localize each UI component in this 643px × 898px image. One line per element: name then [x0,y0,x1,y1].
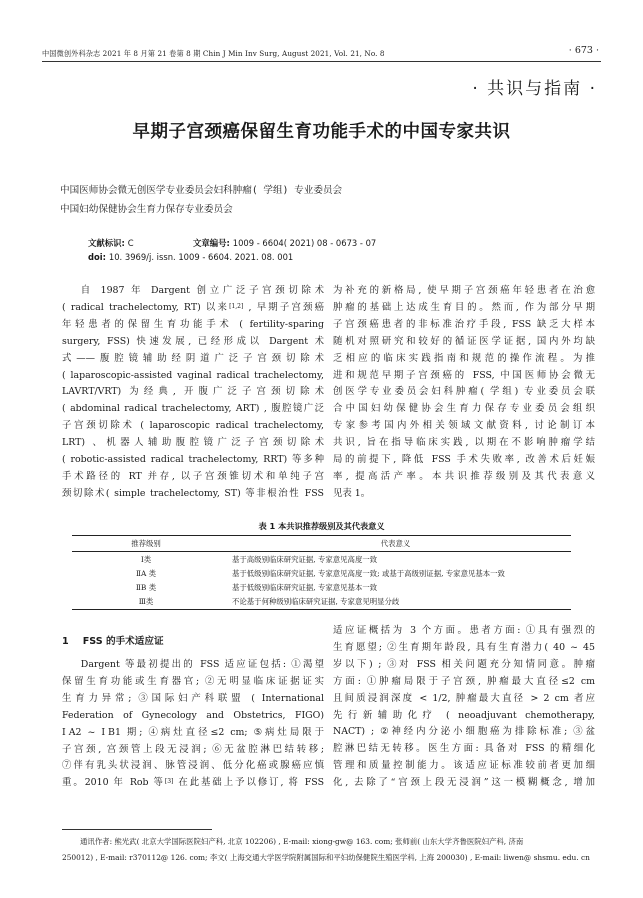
text-line: LRT) 、机器人辅助腹腔镜广泛子宫颈切除术 [62,437,324,449]
section-heading [62,633,164,647]
table-row [72,595,571,610]
text-line: LAVRT/VRT) 为经典, 开腹广泛子宫颈切除术 [62,386,324,398]
table-row [72,580,571,594]
recommendation-table [72,535,571,610]
text-line: 重。2010 年 Rob 等[3] 在此基础上予以修订, 将 FSS [62,777,324,789]
text-line: 式——腹腔镜辅助经阴道广泛子宫颈切除术 [62,352,324,364]
section-label: · 共识与指南 · [472,79,597,99]
text-line: 子宫颈癌患者的非标准治疗手段, FSS 缺乏大样本 [333,318,595,330]
text-line: 为补充的新格局, 使早期子宫颈癌年轻患者在治愈 [333,285,595,296]
table-caption: 表 1 本共识推荐级别及其代表意义 [258,521,385,531]
doi: doi: 10. 3969/j. issn. 1009 - 6604. 2021. 08. 001 [88,252,294,262]
affiliation-1: 中国医师协会微无创医学专业委员会妇科肿瘤( 学组) 专业委员会 [60,185,343,196]
doc-code: 文献标识: C [88,238,134,248]
text-line: 共识, 旨在指导临床实践, 以期在不影响肿瘤学结 [333,437,595,449]
text-line: 手术路径的 RT 并存, 以子宫颈锥切术和单纯子宫 [62,470,324,482]
text-line: surgery, FSS) 快速发展, 已经形成以 Dargent 术 [62,335,324,347]
text-line: 创医学专业委员会妇科肿瘤( 学组) 专业委员会联 [333,386,595,398]
footnote-line: 250012) , E-mail: r370112@ 126. com; 李文( 上海交通大学医学院附属国际和平妇幼保健院生殖医学科, 上海 200030) , E-mail: liwen@ shsmu. edu. cn [62,853,590,862]
text-line: ( abdominal radical trachelectomy, ART) , 腹腔镜广泛 [62,403,324,415]
text-line: 生育力异常; ③国际妇产科联盟 ( International [62,692,324,704]
text-line: 随机对照研究和较好的循证医学证据, 国内外均缺 [333,335,595,347]
page-number: · 673 · [568,45,599,56]
table-cell: Ⅲ类 [72,595,220,610]
text-line: 且间质浸润深度 < 1/2, 肿瘤最大直径 > 2 cm 者应 [333,692,595,704]
text-line: 乏相应的临床实践指南和规范的操作流程。为推 [333,352,595,364]
table-cell: 基于低级别临床研究证据, 专家意见高度一致; 或基于高级别证据, 专家意见基本一致 [232,568,505,578]
table-header-cell: 推荐级别 [72,536,220,552]
section1-left-column [62,657,324,792]
table-header-cell: 代表意义 [220,536,571,552]
table-row [72,552,571,567]
text-line: ⑦伴有乳头状浸润、脉管浸润、低分化癌或腺癌应慎 [62,760,324,772]
table-cell: Ⅰ类 [140,554,152,564]
text-line: Dargent 等最初提出的 FSS 适应证包括: ①渴望 [80,659,324,670]
section-number: 1 [62,636,69,647]
text-line: 先行新辅助化疗 ( neoadjuvant chemotherapy, [333,709,595,721]
text-line: 腔淋巴结无转移。医生方面: 具备对 FSS 的精细化 [333,743,595,755]
text-line: 方面: ①肿瘤局限于子宫颈, 肿瘤最大直径≤2 cm [333,675,595,687]
article-number: 文章编号: 1009 - 6604( 2021) 08 - 0673 - 07 [193,238,377,248]
section-title: FSS 的手术适应证 [82,636,164,647]
text-line: 见表 1。 [333,487,371,499]
text-line: 进和规范早期子宫颈癌的 FSS, 中国医师协会微无 [333,369,595,381]
text-line: 合中国妇幼保健协会生育力保存专业委员会组织 [333,403,595,415]
text-line: 子宫颈, 宫颈管上段无浸润; ⑥无盆腔淋巴结转移; [62,743,324,755]
table-row [72,566,571,580]
text-line: 岁以下) ; ③对 FSS 相关问题充分知情同意。肿瘤 [333,658,595,670]
text-line: 颈切除术( simple trachelectomy, ST) 等非根治性 FSS [62,487,324,499]
text-line: 专家参考国内外相关领域文献资料, 讨论制订本 [333,420,595,432]
text-line: ( laparoscopic-assisted vaginal radical trachelectomy, [62,369,324,381]
text-line: 年轻患者的保留生育功能手术 ( fertility-sparing [62,318,324,330]
text-line: ( robotic-assisted radical trachelectomy, RRT) 等多种 [62,454,324,466]
affiliation-2: 中国妇幼保健协会生育力保存专业委员会 [60,204,233,215]
intro-left-column [62,283,324,503]
text-line: 管理和质量控制能力。该适应证标准较前者更加细 [333,760,595,772]
footnote-rule [62,829,212,830]
table-cell: ⅡA 类 [135,568,157,578]
table-header-row [72,536,571,552]
text-line: 自 1987 年 Dargent 创立广泛子宫颈切除术 [80,285,324,296]
text-line: 率, 提高活产率。本共识推荐级别及其代表意义 [333,470,595,482]
text-line: 子宫颈切除术 ( laparoscopic radical trachelectomy, [62,420,324,432]
table-cell: 基于低级别临床研究证据, 专家意见基本一致 [232,582,378,592]
table-cell: 基于高级别临床研究证据, 专家意见高度一致 [232,554,378,564]
text-line: 保留生育功能或生育器官; ②无明显临床证据证实 [62,675,324,687]
intro-right-column [333,283,595,503]
text-line: 化, 去除了“宫颈上段无浸润”这一模糊概念, 增加 [333,777,595,789]
table-cell: ⅡB 类 [135,582,157,592]
paper-title: 早期子宫颈癌保留生育功能手术的中国专家共识 [132,122,511,142]
section1-right-column [333,623,595,792]
table-cell: 不论基于何种级别临床研究证据, 专家意见明显分歧 [220,595,571,610]
header-rule [42,61,601,62]
text-line: Federation of Gynecology and Obstetrics, FIGO) [62,709,324,721]
text-line: 生育愿望; ②生育期年龄段, 具有生育潜力( 40 ~ 45 [333,641,595,653]
text-line: NACT) ; ②神经内分泌小细胞癌为排除标准; ③盆 [333,726,595,738]
running-header: 中国微创外科杂志 2021 年 8 月第 21 卷第 8 期 Chin J Min Inv Surg, August 2021, Vol. 21, No. 8 [42,49,385,58]
text-line: 肿瘤的基础上达成生育目的。然而, 作为部分早期 [333,301,595,313]
footnote-line: 通讯作者: 熊光武( 北京大学国际医院妇产科, 北京 102206) , E-mail: xiong-gw@ 163. com; 张师前( 山东大学齐鲁医院妇产科, 济南 [80,837,524,846]
text-line: ⅠA2 ~ ⅠB1 期; ④病灶直径≤2 cm; ⑤病灶局限于 [62,726,324,738]
text-line: 适应证概括为 3 个方面。患者方面: ①具有强烈的 [333,625,595,636]
text-line: ( radical trachelectomy, RT) 以来[1,2] , 早期子宫颈癌 [62,301,324,313]
text-line: 局的前提下, 降低 FSS 手术失败率, 改善术后妊娠 [333,454,595,466]
